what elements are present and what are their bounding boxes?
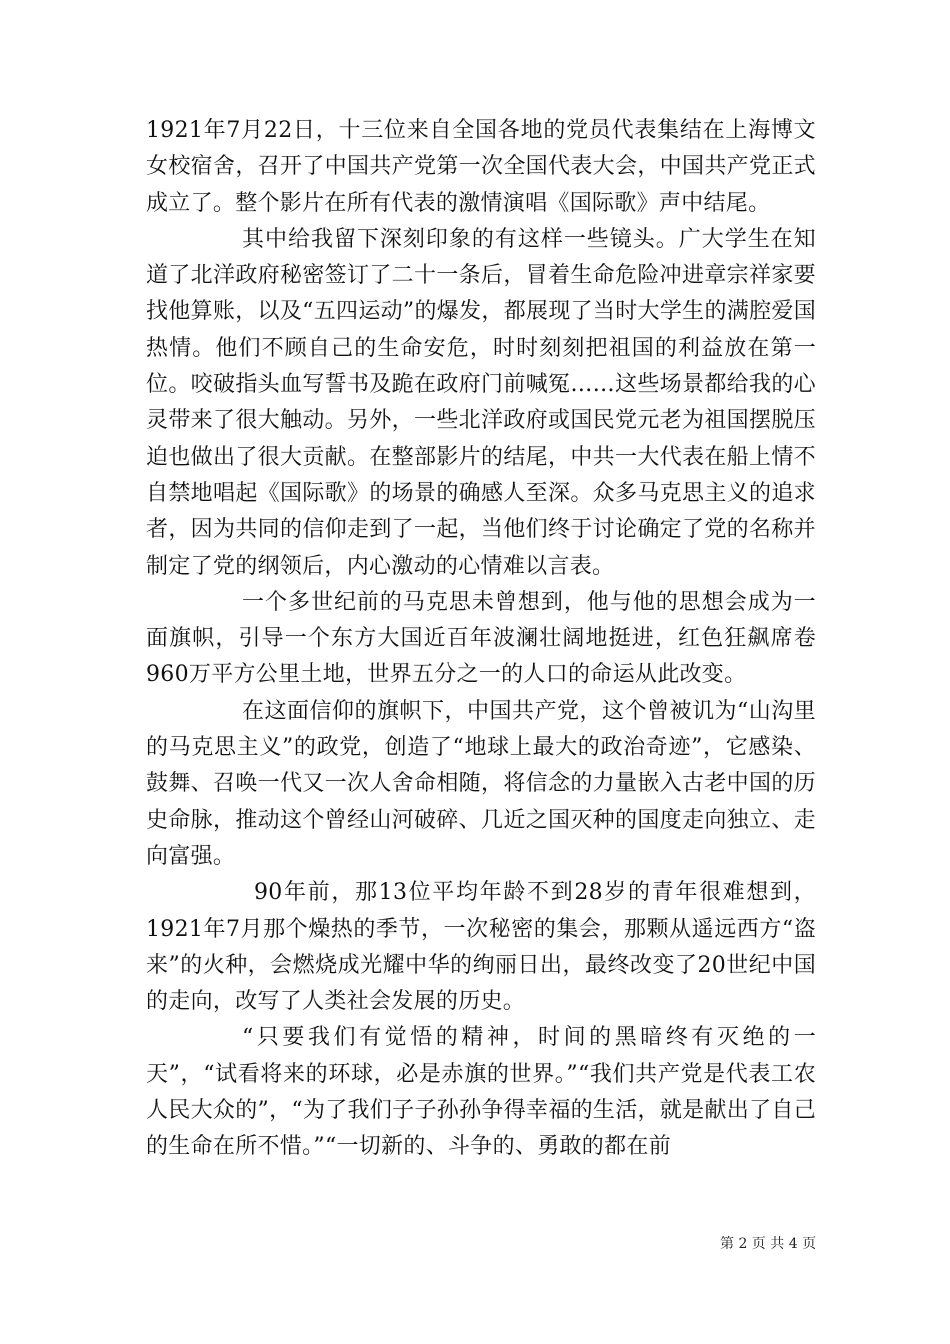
paragraph-4: 在这面信仰的旗帜下，中国共产党，这个曾被讥为“山沟里的马克思主义”的政党，创造了“地球上最大的政治奇迹”，它感染、鼓舞、召唤一代又一次人舍命相随，将信念的力量嵌入古老中国的历史命脉，推动这个曾经山河破碎、几近之国灭种的国度走向独立、走向富强。 bbox=[146, 698, 816, 869]
page-number-footer: 第 2 页 共 4 页 bbox=[720, 1236, 817, 1252]
paragraph-3: 一个多世纪前的马克思未曾想到，他与他的思想会成为一面旗帜，引导一个东方大国近百年波澜壮阔地挺进，红色狂飙席卷960万平方公里土地，世界五分之一的人口的命运从此改变。 bbox=[146, 589, 816, 688]
paragraph-6: “只要我们有觉悟的精神，时间的黑暗终有灭绝的一天”，“试看将来的环球，必是赤旗的世界。”“我们共产党是代表工农人民大众的”，“为了我们子子孙孙争得幸福的生活，就是献出了自己的生命在所不惜。”“一切新的、斗争的、勇敢的都在前 bbox=[146, 1025, 816, 1160]
document-body bbox=[146, 113, 816, 1166]
paragraph-1: 1921年7月22日，十三位来自全国各地的党员代表集结在上海博文女校宿舍，召开了中国共产党第一次全国代表大会，中国共产党正式成立了。整个影片在所有代表的激情演唱《国际歌》声中结尾。 bbox=[146, 118, 816, 216]
paragraph-5: 90年前，那13位平均年龄不到28岁的青年很难想到，1921年7月那个燥热的季节，一次秘密的集会，那颗从遥远西方“盗来”的火种，会燃烧成光耀中华的绚丽日出，最终改变了20世纪中国的走向，改写了人类社会发展的历史。 bbox=[146, 880, 816, 1015]
paragraph-2: 其中给我留下深刻印象的有这样一些镜头。广大学生在知道了北洋政府秘密签订了二十一条后，冒着生命危险冲进章宗祥家要找他算账，以及“五四运动”的爆发，都展现了当时大学生的满腔爱国热情。他们不顾自己的生命安危，时时刻刻把祖国的利益放在第一位。咬破指头血写誓书及跪在政府门前喊冤……这些场景都给我的心灵带来了很大触动。另外，一些北洋政府或国民党元老为祖国摆脱压迫也做出了很大贡献。在整部影片的结尾，中共一大代表在船上情不自禁地唱起《国际歌》的场景的确感人至深。众多马克思主义的追求者，因为共同的信仰走到了一起，当他们终于讨论确定了党的名称并制定了党的纲领后，内心激动的心情难以言表。 bbox=[146, 226, 816, 579]
